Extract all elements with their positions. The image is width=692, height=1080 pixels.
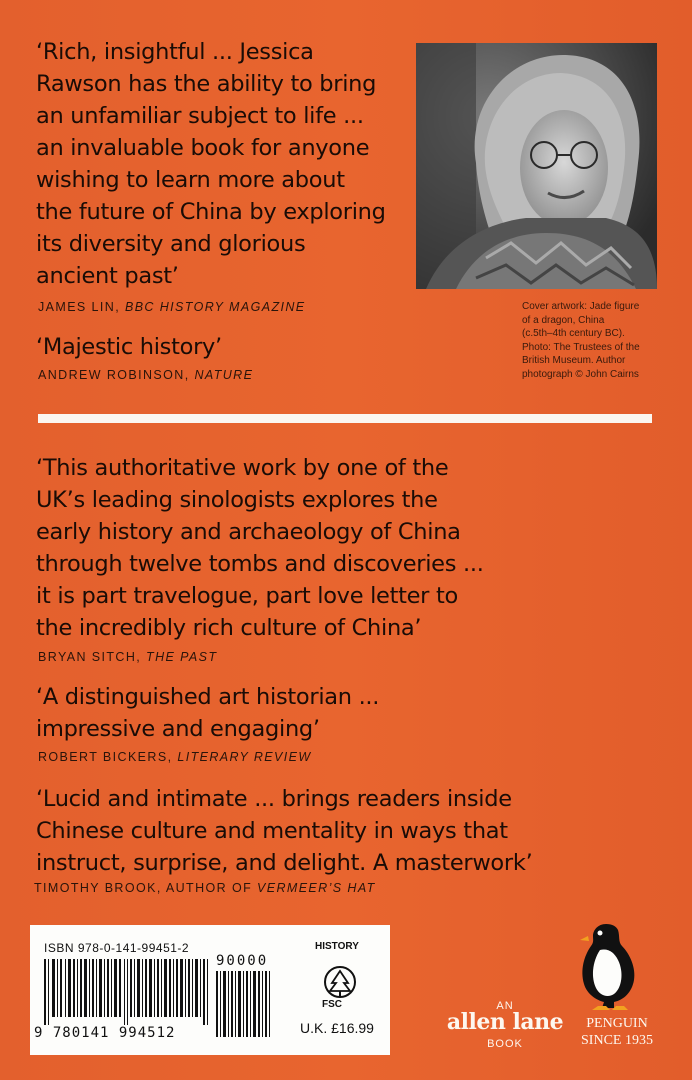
- quote-3-attribution: [38, 650, 217, 664]
- quote-line: ancient past’: [36, 263, 179, 289]
- penguin-icon: [576, 920, 648, 1012]
- quote-5-attribution: [34, 881, 376, 895]
- imprint-logo: [430, 1000, 580, 1050]
- quote-2-attribution: [38, 368, 253, 382]
- author-photo: [416, 43, 657, 289]
- imprint-name: allen lane: [446, 1009, 564, 1035]
- price: U.K. £16.99: [300, 1020, 374, 1036]
- attribution-author: BRYAN SITCH,: [38, 650, 142, 664]
- quote-line: early history and archaeology of China: [36, 519, 461, 545]
- attribution-publication: BBC HISTORY MAGAZINE: [124, 300, 306, 314]
- attribution-author: ROBERT BICKERS,: [38, 750, 173, 764]
- quote-line: an invaluable book for anyone: [36, 135, 370, 161]
- quote-line: wishing to learn more about: [36, 167, 345, 193]
- barcode-panel: [30, 925, 390, 1055]
- attribution-publication: VERMEER’S HAT: [256, 881, 376, 895]
- author-photo-image: [416, 43, 657, 289]
- credit-line: of a dragon, China: [522, 314, 605, 326]
- quote-line: its diversity and glorious: [36, 231, 306, 257]
- attribution-publication: LITERARY REVIEW: [177, 750, 312, 764]
- attribution-author: ANDREW ROBINSON,: [38, 368, 190, 382]
- quote-line: Rawson has the ability to bring: [36, 71, 377, 97]
- price-code: 90000: [216, 953, 269, 969]
- quote-1-attribution: [38, 300, 306, 314]
- quote-line: the incredibly rich culture of China’: [36, 615, 422, 641]
- imprint-book: BOOK: [487, 1038, 523, 1050]
- quote-line: instruct, surprise, and delight. A masterwork’: [36, 850, 533, 876]
- isbn-label: ISBN 978-0-141-99451-2: [44, 941, 190, 955]
- price-barcode: [216, 971, 276, 1037]
- isbn-barcode: [44, 959, 212, 1025]
- publisher-line-1: PENGUIN: [586, 1016, 648, 1031]
- quote-line: an unfamiliar subject to life ...: [36, 103, 364, 129]
- attribution-author: JAMES LIN,: [38, 300, 121, 314]
- quote-line: Chinese culture and mentality in ways that: [36, 818, 508, 844]
- credit-line: Photo: The Trustees of the: [522, 341, 640, 353]
- quote-4: [36, 681, 379, 745]
- quote-line: ‘A distinguished art historian ...: [36, 684, 380, 710]
- fsc-tree-icon: [322, 965, 358, 999]
- quote-line: the future of China by exploring: [36, 199, 386, 225]
- attribution-publication: NATURE: [194, 368, 254, 382]
- credit-line: Cover artwork: Jade figure: [522, 301, 640, 312]
- quote-line: ‘This authoritative work by one of the: [36, 455, 449, 481]
- quote-5: [36, 783, 532, 879]
- publisher-name: [572, 1015, 662, 1049]
- quote-2: [36, 331, 222, 363]
- cover-credit: [522, 300, 662, 381]
- category-label: HISTORY: [315, 941, 359, 952]
- quote-line: through twelve tombs and discoveries ...: [36, 551, 484, 577]
- quote-line: ‘Lucid and intimate ... brings readers inside: [36, 786, 512, 812]
- attribution-publication: THE PAST: [146, 650, 218, 664]
- quote-4-attribution: [38, 750, 312, 764]
- publisher-line-2: SINCE 1935: [581, 1033, 653, 1048]
- quote-line: it is part travelogue, part love letter to: [36, 583, 458, 609]
- quote-line: ‘Rich, insightful ... Jessica: [36, 39, 314, 65]
- isbn-digits: 9 780141 994512: [34, 1025, 176, 1041]
- quote-line: ‘Majestic history’: [36, 334, 222, 360]
- attribution-author: TIMOTHY BROOK, AUTHOR OF: [34, 881, 253, 895]
- divider-rule: [38, 414, 652, 423]
- imprint-an: AN: [496, 1000, 514, 1012]
- quote-1: [36, 36, 386, 292]
- credit-line: photograph © John Cairns: [522, 368, 639, 380]
- fsc-label: FSC: [322, 999, 342, 1010]
- credit-line: (c.5th–4th century BC).: [522, 328, 625, 339]
- credit-line: British Museum. Author: [522, 355, 626, 366]
- quote-line: impressive and engaging’: [36, 716, 320, 742]
- quote-3: [36, 452, 484, 644]
- quote-line: UK’s leading sinologists explores the: [36, 487, 438, 513]
